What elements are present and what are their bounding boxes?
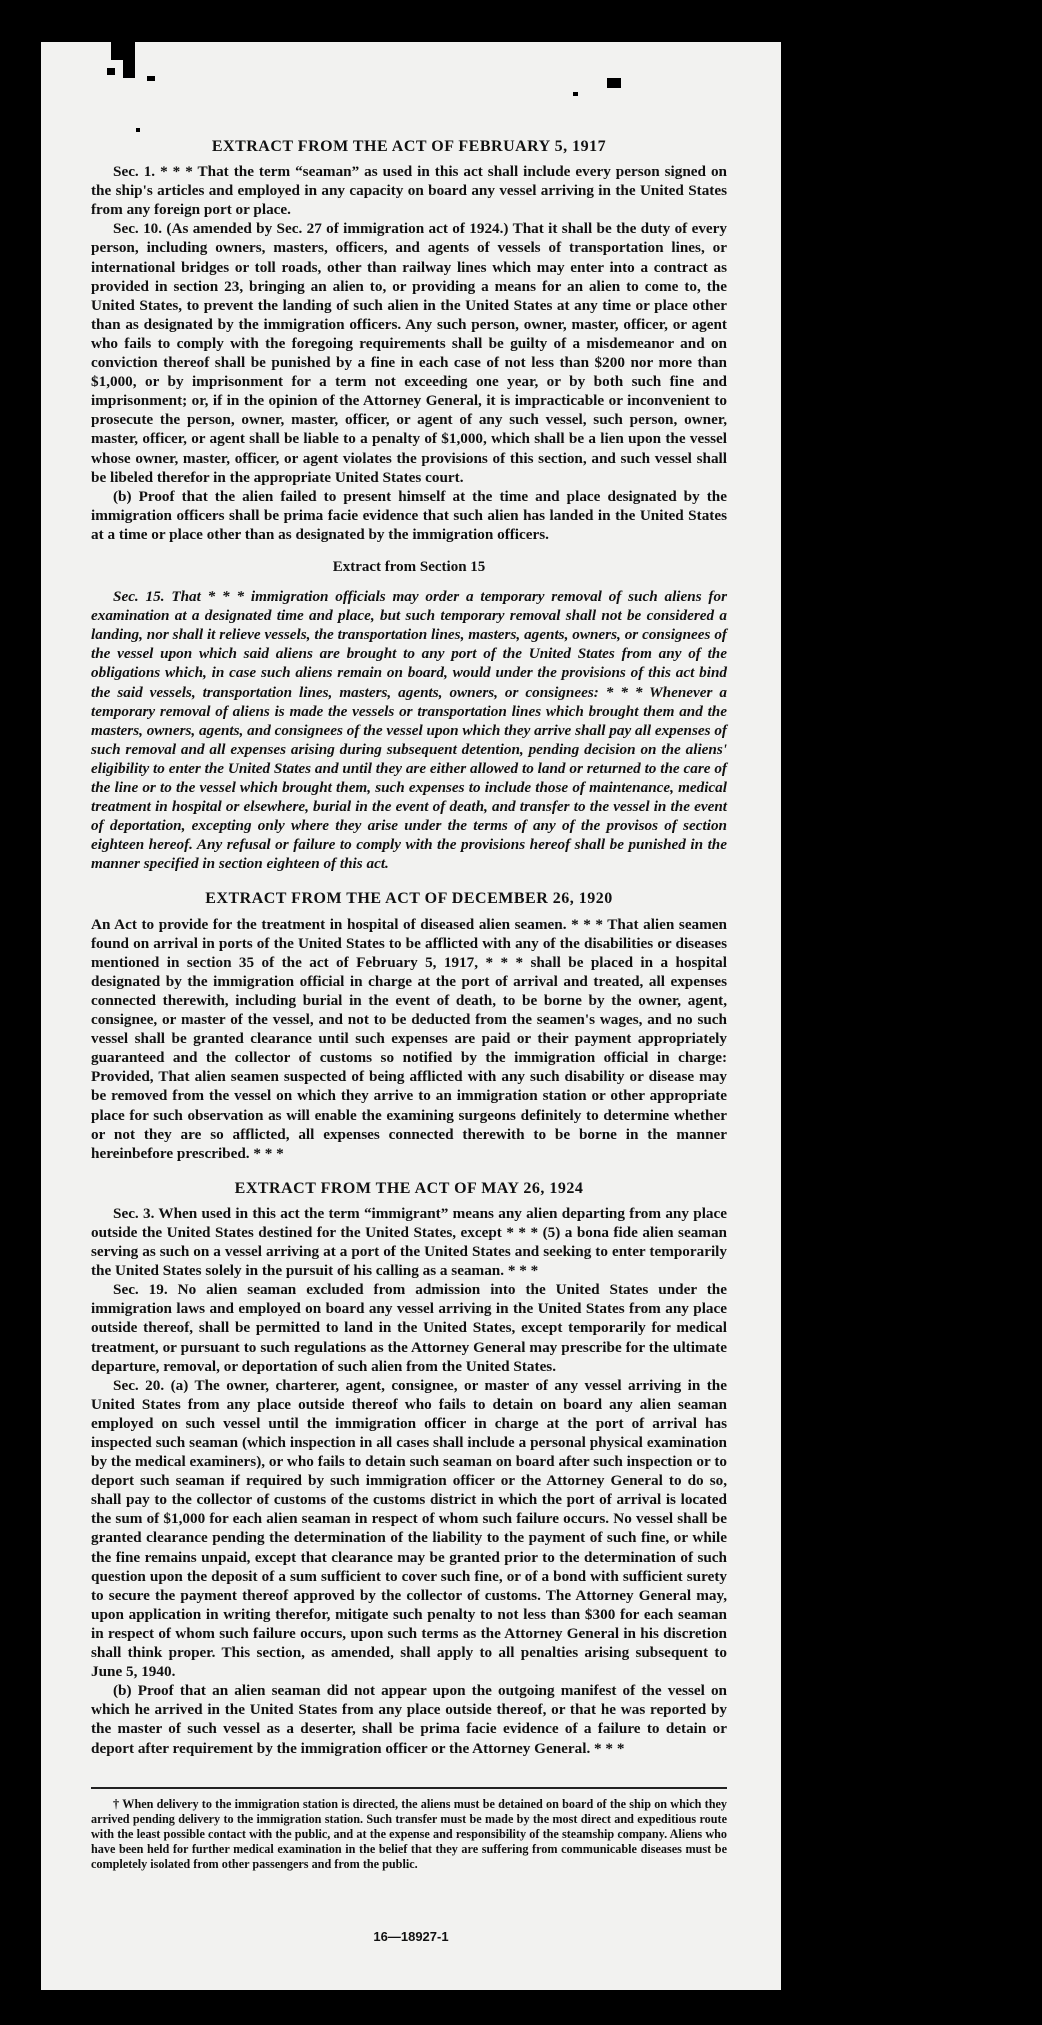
document-page: [41, 42, 781, 1990]
scan-blot: [607, 78, 621, 88]
footnote-text: † When delivery to the immigration station is directed, the aliens must be detained on board of the ship on which they arrived pending delivery to the immigration station. Such transfer must be made by the most direct and expeditious route with the least possible contact with the public, and at the expense and responsibility of the steamship company. Aliens who have been held for further medical examination in the belief that they are suffering from communicable diseases must be completely isolated from other passengers and from the public.: [91, 1797, 727, 1871]
sec-20a-paragraph: Sec. 20. (a) The owner, charterer, agent, consignee, or master of any vessel arriving in the United States from any place outside thereof who fails to detain on board any alien seaman employed on such vessel until the immigration officer in charge at the port of arrival has inspected such seaman (which inspection in all cases shall include a personal physical examination by the medical examiners), or who fails to detain such seaman on board after such inspection or to deport such seaman if required by such immigration officer or the Attorney General to do so, shall pay to the collector of customs of the customs district in which the port of arrival is located the sum of $1,000 for each alien seaman in respect of whom such failure occurs. No vessel shall be granted clearance pending the determination of the liability to the payment of such fine, or while the fine remains unpaid, except that clearance may be granted prior to the determination of such question upon the deposit of a sum sufficient to cover such fine, or of a bond with sufficient surety to secure the payment thereof approved by the collector of customs. The Attorney General may, upon application in writing therefor, mitigate such penalty to not less than $300 for each seaman in respect of whom such failure occurs, upon such terms as the Attorney General in his discretion shall think proper. This section, as amended, shall apply to all penalties arising subsequent to June 5, 1940.: [91, 1376, 727, 1681]
sec-10-paragraph: Sec. 10. (As amended by Sec. 27 of immigration act of 1924.) That it shall be the duty of every person, including owners, masters, officers, and agents of vessels of transportation lines, or international bridges or toll roads, other than railway lines which may enter into a contract as provided in section 23, bringing an alien to, or providing a means for an alien to come to, the United States, to prevent the landing of such alien in the United States at any time or place other than as designated by the immigration officers. Any such person, owner, master, officer, or agent who fails to comply with the foregoing requirements shall be guilty of a misdemeanor and on conviction thereof shall be punished by a fine in each case of not less than $200 nor more than $1,000, or by imprisonment for a term not exceeding one year, or by both such fine and imprisonment; or, if in the opinion of the Attorney General, it is impracticable or inconvenient to prosecute the person, owner, master, officer, or agent of any such vessel, such person, owner, master, officer, or agent shall be liable to a penalty of $1,000, which shall be a lien upon the vessel whose owner, master, officer, or agent violates the provisions of this section, and such vessel shall be libeled therefor in the appropriate United States court.: [91, 220, 727, 486]
sec-1-paragraph: Sec. 1. * * * That the term “seaman” as used in this act shall include every person signed on the ship's articles and employed in any capacity on board any vessel arriving in the United States from any foreign port or place.: [91, 163, 727, 219]
heading-act-1924: EXTRACT FROM THE ACT OF MAY 26, 1924: [234, 1179, 584, 1197]
heading-section-15: Extract from Section 15: [332, 558, 486, 575]
scan-blot: [107, 68, 115, 75]
document-body: [91, 137, 727, 1758]
heading-act-1917: EXTRACT FROM THE ACT OF FEBRUARY 5, 1917: [211, 138, 607, 155]
scan-blot: [573, 92, 578, 96]
footnote: [91, 1787, 727, 1872]
sec-20b-paragraph: (b) Proof that an alien seaman did not appear upon the outgoing manifest of the vessel on which he arrived in the United States from any place outside thereof, or that he was reported by the master of such vessel as a deserter, shall be prima facie evidence of a failure to detain or deport after requirement by the immigration officer or the Attorney General. * * *: [91, 1682, 727, 1757]
sec-15-paragraph: Sec. 15. That * * * immigration officials may order a temporary removal of such aliens for examination at a designated time and place, but such temporary removal shall not be considered a landing, nor shall it relieve vessels, the transportation lines, masters, agents, owners, or consignees of the vessel upon which said aliens are brought to any port of the United States from any of the obligations which, in case such aliens remain on board, would under the provisions of this act bind the said vessels, transportation lines, masters, agents, owners, or consignees: * * * Whenever a temporary removal of aliens is made the vessels or transportation lines which brought them and the masters, owners, agents, and consignees of the vessel upon which they arrive shall pay all expenses of such removal and all expenses arising during subsequent detention, pending decision on the aliens' eligibility to enter the United States and until they are either allowed to land or returned to the care of the line or to the vessel which brought them, such expenses to include those of maintenance, medical treatment in hospital or elsewhere, burial in the event of death, and transfer to the vessel in the event of deportation, excepting only where they arise under the terms of any of the provisos of section eighteen hereof. Any refusal or failure to comply with the provisions hereof shall be punished in the manner specified in section eighteen of this act.: [91, 588, 727, 873]
sec-19-paragraph: Sec. 19. No alien seaman excluded from admission into the United States under the immigration laws and employed on board any vessel arriving in the United States from any place outside thereof, shall be permitted to land in the United States, except temporarily for medical treatment, or pursuant to such regulations as the Attorney General may prescribe for the ultimate departure, removal, or deportation of such alien from the United States.: [91, 1281, 727, 1375]
form-number: 16—18927-1: [373, 1929, 449, 1944]
act-1920-paragraph: An Act to provide for the treatment in hospital of diseased alien seamen. * * * That alien seamen found on arrival in ports of the United States to be afflicted with any of the disabilities or diseases mentioned in section 35 of the act of February 5, 1917, * * * shall be placed in a hospital designated by the immigration official in charge at the port of arrival and treated, all expenses connected therewith, including burial in the event of death, to be borne by the owner, agent, consignee, or master of the vessel, and not to be deducted from the seamen's wages, and no such vessel shall be granted clearance until such expenses are paid or their payment appropriately guaranteed and the collector of customs so notified by the immigration official in charge: Provided, That alien seamen suspected of being afflicted with any such disability or disease may be removed from the vessel on which they arrive to an immigration station or other appropriate place for such observation as will enable the examining surgeons definitely to determine whether or not they are so afflicted, all expenses connected therewith to be borne in the manner hereinbefore prescribed. * * *: [91, 915, 727, 1162]
scan-blot: [136, 128, 140, 132]
sec-3-paragraph: Sec. 3. When used in this act the term “immigrant” means any alien departing from any place outside the United States destined for the United States, except * * * (5) a bona fide alien seaman serving as such on a vessel arriving at a port of the United States and seeking to enter temporarily the United States solely in the pursuit of his calling as a seaman. * * *: [91, 1204, 727, 1280]
sec-10b-paragraph: (b) Proof that the alien failed to present himself at the time and place designated by the immigration officers shall be prima facie evidence that such alien has landed in the United States at a time or place other than as designated by the immigration officers.: [91, 487, 727, 543]
heading-act-1920: EXTRACT FROM THE ACT OF DECEMBER 26, 1920: [205, 890, 613, 908]
section-15-block: [91, 587, 727, 873]
act-1920-block: [91, 889, 727, 1162]
act-1924-block: [91, 1179, 727, 1758]
scan-blot: [147, 76, 155, 81]
scan-blot: [123, 42, 135, 78]
